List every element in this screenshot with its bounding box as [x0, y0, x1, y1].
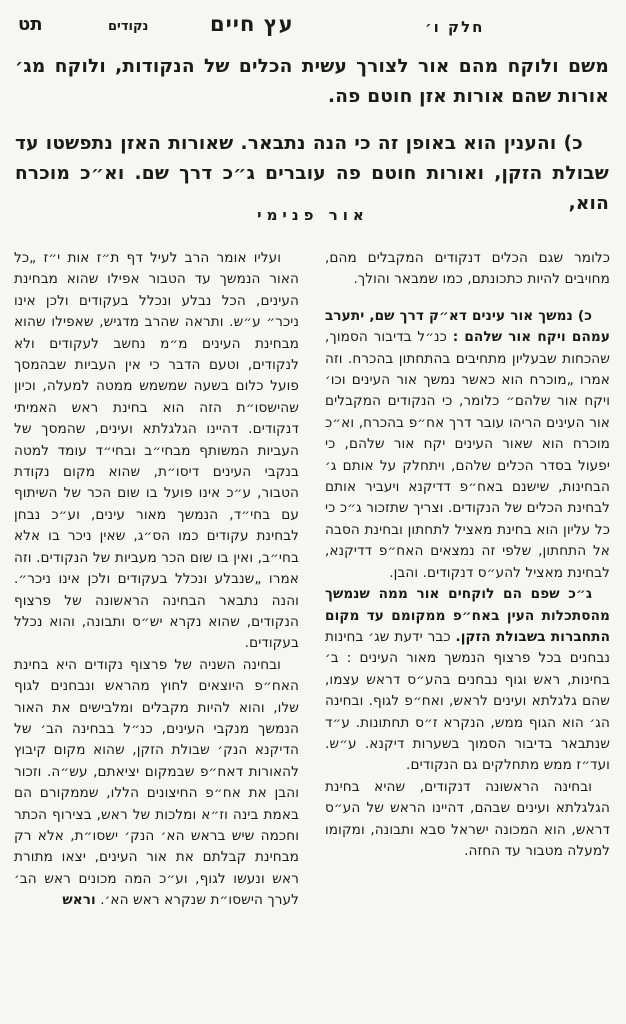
etz-chaim-paragraph-2: כ) והענין הוא באופן זה כי הנה נתבאר. שאורות האזן נתפשטו עד שבולת הזקן, ואורות חוטם פה עוברים ג״כ דרך שם. וא״כ מוכרח הוא,	[15, 133, 609, 214]
dibbur-lead: כ) נמשך אור עינים דא״ק דרך שם, יתערב עמהם ויקח אור שלהם :	[325, 307, 611, 346]
paragraph-text: ובחינה הראשונה דנקודים, שהיא בחינת הגלגלתא ועינים שבהם, דהיינו הראש של הע״ס דראש, הוא המכונה ישראל סבא ותבונה, ומקומו למעלה מטבור עד החזה.	[325, 778, 610, 859]
commentary-columns	[14, 248, 610, 1012]
commentary-paragraph	[14, 655, 299, 912]
paragraph-text: ועליו אומר הרב לעיל דף ת״ז אות י״ז „כל האור הנמשך עד הטבור אפילו שהוא מבחינת העינים, הכל נבלע ונכלל בעקודים ולכן אינו ניכר״ ע״ש. ותראה שהרב מדגיש, שאפילו שהוא מבחינת העינים מ״מ נחשב לעקודים ולא לנקודים, וטעם הדבר כי אין העביות שבהמסך פועל כלום בשעה שמשמש ממטה למעלה, וכיון שהישסו״ת הזה הוא בחינת ראש האמיתי דנקודים. דהיינו הגלגלתא ועינים, שהמסך של העביות המשותף מבחי״ב ובחי״ד עומד למטה בנקבי העינים דיסו״ת, שהוא מקום נקודת הטבור, ע״כ אינו פועל בו שום הכר של השיתוף עם בחי״ד, הנמשך מאור עינים, וע״כ נבחן לבחינת עקודים כמו הס״ג, שאין ניכר בו אלא בחי״ב, ואין בו שום הכר מעביות של הנקודים. וזה אמרו „שנבלע ונכלל בעקודים ולכן אינו ניכר״. והנה נתבאר הבחינה הראשונה של פרצוף הנקודים, שהוא נקרא יש״ס ותבונה, והוא נכלל בעקודים.	[14, 250, 299, 652]
commentary-paragraph	[325, 248, 610, 291]
commentary-paragraph	[325, 584, 610, 777]
or-pnimi-heading: אור פנימי	[257, 206, 369, 224]
commentary-paragraph	[325, 306, 610, 584]
etz-chaim-paragraph-1: משם ולוקח מהם אור לצורך עשית הכלים של הנקודות, ולוקח מג׳ אורות שהם אורות אזן חוטם פה.	[15, 56, 609, 107]
paragraph-text: כלומר שגם הכלים דנקודים המקבלים מהם, מחויבים להיות כתכונתם, כמו שמבאר והולך.	[325, 250, 610, 288]
commentary-paragraph	[14, 248, 299, 655]
catchword: וראש	[62, 892, 96, 909]
column-right	[325, 248, 610, 1012]
commentary-paragraph	[325, 777, 610, 863]
paragraph-text: כבר ידעת שג׳ בחינות נבחנים בכל פרצוף הנמשך מאור העינים : ב׳ בחינות, ראש וגוף נבחנים בהע״ס דראש עצמו, שהם גלגלתא ועינים לראש, ואח״פ לגוף. ובחינה הג׳ הוא הגוף ממש, הנקרא ז״ס תחתונות. ע״ד שנתבאר בדיבור הסמוך בשערות דיקנא. ע״ש. ועד״ז ממש מתחלקים גם הנקודים.	[325, 628, 610, 774]
etz-chaim-text-block	[15, 52, 609, 219]
page-number: תט	[18, 14, 43, 35]
paragraph-text: כנ״ל בדיבור הסמוך, שהכחות שבעליון מתחיבים בהתחתון בהכרח. וזה אמרו „מוכרח הוא כאשר נמשך אור העינים וכו׳ ויקח אור שלהם״ כלומר, כי הנקודים המקבלים אור העינים הריהו עובר דרך אח״פ בהכרח, וא״כ מוכרח הוא שאור העינים יקח אור שלהם, כי יפעול בסדר הכלים שלהם, ויתחלק על אותם ג׳ הבחינות, שישנם באח״פ דדיקנא ויעביר אותם לבחינת הכלים של הנקודים. וצריך שתזכור ג״כ כי כל עליון הוא בחינת מאציל לתחתון ובחינת הסבה אל התחתון, שלפי זה נמצאים האח״פ דדיקנא, לבחינת מאציל להע״ס דנקודים. והבן.	[325, 329, 610, 581]
book-title: עץ חיים	[210, 12, 294, 36]
running-header	[0, 12, 626, 42]
column-left	[14, 248, 299, 1012]
part-label: חלק ו׳	[425, 18, 485, 36]
section-label: נקודים	[108, 19, 149, 34]
paragraph-text: ובחינה השניה של פרצוף נקודים היא בחינת האח״פ היוצאים לחוץ מהראש ונבחנים לגוף שלו, והוא להיות מקבלים ומלבישים את האור הנמשך מנקבי העינים, כנ״ל בבחינה הב׳ של הדיקנא הנק׳ שבולת הזקן, שהוא מקום קיבוץ להאורות דאח״פ שבמקום יציאתם, עש״ה. וזכור והבן את אח״פ החיצונים הללו, שממקורם הם באמת בינה וז״א ומלכות של ראש, בצירוף הכתר וחכמה שיש בראש הא׳ הנק׳ ישסו״ת, אלא רק מבחינת קבלתם את אור העינים, יצאו מתורת ראש ונעשו לגוף, וע״כ המה מכונים ראש הב׳ לערך הישסו״ת שנקרא ראש הא׳.	[14, 656, 299, 909]
dibbur-lead: ג״כ שפם הם לוקחים אור ממה שנמשך מהסתכלות העין באח״פ ממקומם עד מקום התחברות בשבולת הזקן.	[325, 586, 611, 645]
